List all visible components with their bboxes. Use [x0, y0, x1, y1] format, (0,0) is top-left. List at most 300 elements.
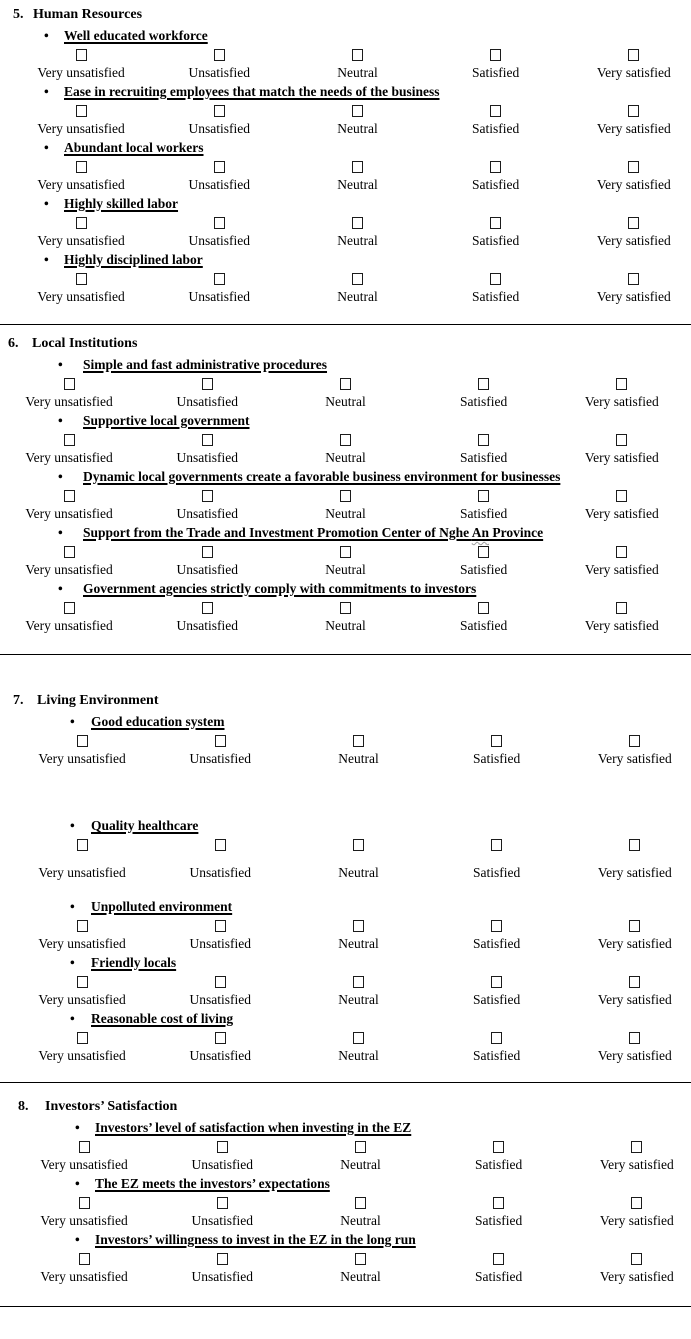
scale-column	[288, 231, 426, 250]
checkbox-neutral[interactable]	[352, 161, 363, 173]
scale-label: Very unsatisfied	[37, 233, 125, 248]
checkbox-neutral[interactable]	[352, 105, 363, 117]
checkbox-very-unsatisfied[interactable]	[64, 490, 75, 502]
scale-column	[288, 175, 426, 194]
questionnaire-item	[0, 897, 691, 953]
bullet-icon: •	[70, 1011, 75, 1026]
scale-column	[289, 1046, 427, 1065]
scale-column	[13, 918, 151, 934]
scale-column	[151, 1030, 289, 1046]
checkbox-satisfied[interactable]	[491, 735, 502, 747]
scale-column	[12, 231, 150, 250]
checkbox-row	[13, 1029, 691, 1046]
section-title: Human Resources	[33, 7, 143, 22]
item-title-text: Support from the Trade and Investment Promotion Center of Nghe	[83, 525, 472, 540]
item-title-text: Abundant local workers	[64, 140, 204, 155]
checkbox-very-satisfied[interactable]	[628, 217, 639, 229]
scale-label: Unsatisfied	[176, 618, 239, 633]
checkbox-very-satisfied[interactable]	[631, 1141, 642, 1153]
scale-label: Neutral	[325, 618, 366, 633]
section-divider	[0, 1306, 691, 1307]
scale-column	[276, 560, 414, 579]
scale-label: Unsatisfied	[189, 992, 252, 1007]
checkbox-satisfied[interactable]	[478, 490, 489, 502]
scale-column	[565, 63, 691, 82]
checkbox-very-unsatisfied[interactable]	[79, 1141, 90, 1153]
checkbox-satisfied[interactable]	[490, 105, 501, 117]
checkbox-unsatisfied[interactable]	[217, 1141, 228, 1153]
checkbox-very-satisfied[interactable]	[628, 273, 639, 285]
scale-label: Satisfied	[473, 865, 521, 880]
scale-column	[291, 1267, 429, 1286]
questionnaire-item	[0, 1118, 691, 1174]
checkbox-satisfied[interactable]	[478, 434, 489, 446]
scale-column	[427, 287, 565, 306]
checkbox-unsatisfied[interactable]	[214, 49, 225, 61]
scale-column	[553, 488, 691, 504]
checkbox-satisfied[interactable]	[491, 1032, 502, 1044]
section-number: 8.	[18, 1099, 29, 1114]
questionnaire-item	[0, 953, 691, 1009]
checkbox-neutral[interactable]	[352, 49, 363, 61]
scale-column	[289, 863, 427, 882]
scale-label: Satisfied	[472, 289, 520, 304]
item-title-text: Investors’ willingness to invest in the EZ in the long run	[95, 1232, 416, 1247]
scale-column	[0, 488, 138, 504]
checkbox-neutral[interactable]	[355, 1141, 366, 1153]
scale-label: Neutral	[338, 992, 379, 1007]
checkbox-row	[12, 102, 691, 119]
checkbox-neutral[interactable]	[353, 976, 364, 988]
checkbox-neutral[interactable]	[352, 273, 363, 285]
scale-column	[565, 119, 691, 138]
scale-label: Unsatisfied	[189, 1048, 252, 1063]
checkbox-neutral[interactable]	[353, 920, 364, 932]
checkbox-satisfied[interactable]	[490, 273, 501, 285]
scale-label-row	[12, 63, 691, 82]
item-title	[83, 523, 543, 543]
bullet-icon: •	[70, 818, 75, 833]
checkbox-very-unsatisfied[interactable]	[76, 105, 87, 117]
item-title	[91, 712, 225, 732]
scale-column	[150, 231, 288, 250]
item-title	[64, 26, 208, 46]
item-title-text: Highly disciplined labor	[64, 252, 203, 267]
checkbox-neutral[interactable]	[340, 490, 351, 502]
scale-column	[13, 733, 151, 749]
checkbox-neutral[interactable]	[353, 839, 364, 851]
scale-column	[151, 1046, 289, 1065]
checkbox-unsatisfied[interactable]	[215, 920, 226, 932]
scale-column	[427, 63, 565, 82]
checkbox-satisfied[interactable]	[493, 1253, 504, 1265]
checkbox-unsatisfied[interactable]	[202, 546, 213, 558]
checkbox-satisfied[interactable]	[478, 546, 489, 558]
checkbox-very-unsatisfied[interactable]	[64, 378, 75, 390]
scale-label: Neutral	[337, 65, 378, 80]
scale-column	[0, 376, 138, 392]
scale-label: Satisfied	[472, 65, 520, 80]
checkbox-very-satisfied[interactable]	[616, 378, 627, 390]
scale-column	[289, 990, 427, 1009]
scale-column	[568, 1267, 691, 1286]
scale-label: Very unsatisfied	[25, 394, 113, 409]
scale-column	[138, 504, 276, 523]
scale-label: Satisfied	[460, 394, 508, 409]
scale-label: Very satisfied	[596, 121, 671, 136]
checkbox-satisfied[interactable]	[493, 1141, 504, 1153]
scale-label: Satisfied	[473, 936, 521, 951]
scale-column	[13, 990, 151, 1009]
checkbox-very-unsatisfied[interactable]	[79, 1253, 90, 1265]
item-title	[64, 138, 204, 158]
section-header	[0, 690, 691, 712]
scale-column	[430, 1251, 568, 1267]
checkbox-very-unsatisfied[interactable]	[76, 217, 87, 229]
checkbox-unsatisfied[interactable]	[215, 1032, 226, 1044]
scale-label: Unsatisfied	[176, 394, 239, 409]
scale-column	[428, 934, 566, 953]
checkbox-very-unsatisfied[interactable]	[77, 839, 88, 851]
checkbox-satisfied[interactable]	[491, 976, 502, 988]
checkbox-satisfied[interactable]	[490, 217, 501, 229]
scale-label: Satisfied	[460, 562, 508, 577]
checkbox-unsatisfied[interactable]	[202, 378, 213, 390]
checkbox-very-satisfied[interactable]	[629, 839, 640, 851]
scale-column	[415, 560, 553, 579]
bullet-icon: •	[70, 899, 75, 914]
scale-column	[289, 733, 427, 749]
scale-column	[288, 287, 426, 306]
checkbox-neutral[interactable]	[355, 1253, 366, 1265]
survey-questionnaire-page	[0, 4, 691, 1307]
checkbox-row	[0, 431, 691, 448]
checkbox-very-unsatisfied[interactable]	[77, 920, 88, 932]
checkbox-very-unsatisfied[interactable]	[76, 49, 87, 61]
checkbox-very-unsatisfied[interactable]	[64, 602, 75, 614]
scale-label: Neutral	[337, 177, 378, 192]
checkbox-satisfied[interactable]	[478, 602, 489, 614]
scale-column	[427, 215, 565, 231]
item-title-row	[0, 250, 691, 270]
scale-label: Satisfied	[460, 506, 508, 521]
checkbox-very-unsatisfied[interactable]	[77, 1032, 88, 1044]
checkbox-neutral[interactable]	[353, 1032, 364, 1044]
scale-column	[428, 837, 566, 853]
scale-label-row	[13, 990, 691, 1009]
scale-column	[565, 271, 691, 287]
scale-column	[565, 231, 691, 250]
scale-column	[415, 392, 553, 411]
scale-column	[0, 504, 138, 523]
scale-label-row	[13, 749, 691, 768]
item-title	[64, 250, 203, 270]
checkbox-satisfied[interactable]	[490, 49, 501, 61]
checkbox-row	[15, 1138, 691, 1155]
scale-column	[566, 990, 691, 1009]
scale-column	[291, 1155, 429, 1174]
scale-column	[289, 934, 427, 953]
scale-label: Very unsatisfied	[38, 865, 126, 880]
section-divider	[0, 1082, 691, 1083]
checkbox-satisfied[interactable]	[478, 378, 489, 390]
checkbox-very-unsatisfied[interactable]	[76, 161, 87, 173]
checkbox-very-unsatisfied[interactable]	[77, 976, 88, 988]
scale-column	[15, 1139, 153, 1155]
scale-column	[566, 918, 691, 934]
checkbox-unsatisfied[interactable]	[214, 105, 225, 117]
scale-column	[276, 392, 414, 411]
item-title-text: Investors’ level of satisfaction when investing in the EZ	[95, 1120, 412, 1135]
checkbox-row	[12, 214, 691, 231]
scale-column	[427, 103, 565, 119]
scale-column	[291, 1195, 429, 1211]
scale-label: Neutral	[325, 562, 366, 577]
checkbox-unsatisfied[interactable]	[217, 1253, 228, 1265]
scale-column	[553, 560, 691, 579]
scale-label: Satisfied	[475, 1157, 523, 1172]
section-title: Living Environment	[37, 693, 159, 708]
item-title-row	[0, 523, 691, 543]
scale-column	[0, 432, 138, 448]
checkbox-very-unsatisfied[interactable]	[77, 735, 88, 747]
item-title-text: Reasonable cost of living	[91, 1011, 234, 1026]
scale-label-row	[0, 560, 691, 579]
scale-label: Satisfied	[475, 1213, 523, 1228]
checkbox-neutral[interactable]	[340, 602, 351, 614]
scale-label: Very unsatisfied	[25, 618, 113, 633]
scale-column	[427, 47, 565, 63]
scale-column	[12, 215, 150, 231]
scale-label-row	[15, 1211, 691, 1230]
item-title-row	[0, 1118, 691, 1138]
scale-column	[288, 119, 426, 138]
scale-label-row	[12, 175, 691, 194]
item-title	[64, 82, 440, 102]
scale-column	[566, 934, 691, 953]
scale-label: Very unsatisfied	[37, 289, 125, 304]
scale-label: Very unsatisfied	[37, 121, 125, 136]
scale-column	[13, 863, 151, 882]
scale-column	[150, 103, 288, 119]
checkbox-neutral[interactable]	[355, 1197, 366, 1209]
bullet-icon: •	[44, 252, 49, 267]
checkbox-satisfied[interactable]	[491, 920, 502, 932]
checkbox-neutral[interactable]	[352, 217, 363, 229]
scale-column	[13, 934, 151, 953]
checkbox-row	[12, 158, 691, 175]
bullet-icon: •	[70, 955, 75, 970]
checkbox-row	[0, 543, 691, 560]
questionnaire-item	[0, 712, 691, 768]
scale-label: Unsatisfied	[188, 121, 251, 136]
item-title-text: Province	[489, 525, 544, 540]
checkbox-row	[15, 1250, 691, 1267]
section-number: 6.	[8, 336, 19, 351]
scale-label: Very satisfied	[599, 1213, 674, 1228]
scale-label: Neutral	[325, 506, 366, 521]
scale-column	[288, 271, 426, 287]
scale-column	[150, 271, 288, 287]
checkbox-very-satisfied[interactable]	[629, 976, 640, 988]
checkbox-very-satisfied[interactable]	[629, 920, 640, 932]
scale-column	[428, 918, 566, 934]
checkbox-very-unsatisfied[interactable]	[64, 546, 75, 558]
scale-column	[153, 1251, 291, 1267]
checkbox-very-satisfied[interactable]	[628, 49, 639, 61]
checkbox-neutral[interactable]	[340, 434, 351, 446]
checkbox-satisfied[interactable]	[491, 839, 502, 851]
checkbox-very-satisfied[interactable]	[628, 105, 639, 117]
scale-label: Very satisfied	[596, 289, 671, 304]
scale-label: Neutral	[340, 1157, 381, 1172]
scale-column	[151, 934, 289, 953]
item-title	[64, 194, 178, 214]
checkbox-neutral[interactable]	[353, 735, 364, 747]
section-number: 5.	[13, 7, 24, 22]
scale-column	[427, 271, 565, 287]
bullet-icon: •	[44, 196, 49, 211]
scale-label: Neutral	[340, 1213, 381, 1228]
scale-column	[430, 1267, 568, 1286]
section-number: 7.	[13, 693, 24, 708]
item-title-text: Highly skilled labor	[64, 196, 179, 211]
scale-column	[553, 392, 691, 411]
scale-column	[138, 488, 276, 504]
scale-column	[276, 600, 414, 616]
checkbox-very-satisfied[interactable]	[628, 161, 639, 173]
scale-column	[553, 376, 691, 392]
checkbox-unsatisfied[interactable]	[202, 490, 213, 502]
scale-label: Neutral	[325, 394, 366, 409]
checkbox-very-satisfied[interactable]	[616, 602, 627, 614]
scale-column	[415, 616, 553, 635]
scale-column	[415, 432, 553, 448]
scale-column	[289, 974, 427, 990]
scale-column	[153, 1195, 291, 1211]
scale-label-row	[0, 616, 691, 635]
checkbox-very-satisfied[interactable]	[616, 434, 627, 446]
section-header	[0, 1096, 691, 1118]
scale-label: Very unsatisfied	[40, 1269, 128, 1284]
checkbox-unsatisfied[interactable]	[214, 161, 225, 173]
checkbox-very-satisfied[interactable]	[631, 1253, 642, 1265]
spellcheck-flagged-word: An	[471, 525, 490, 540]
scale-column	[13, 1030, 151, 1046]
item-title-row	[0, 1230, 691, 1250]
scale-column	[138, 392, 276, 411]
checkbox-satisfied[interactable]	[493, 1197, 504, 1209]
scale-column	[289, 837, 427, 853]
checkbox-unsatisfied[interactable]	[215, 735, 226, 747]
questionnaire-item	[0, 26, 691, 82]
scale-column	[13, 837, 151, 853]
questionnaire-item	[0, 1174, 691, 1230]
scale-label-row	[0, 448, 691, 467]
section-header	[0, 333, 691, 355]
item-title	[95, 1174, 330, 1194]
scale-label: Unsatisfied	[191, 1213, 254, 1228]
scale-label: Unsatisfied	[176, 562, 239, 577]
section-local-institutions	[0, 333, 691, 635]
scale-label: Very satisfied	[584, 506, 659, 521]
scale-column	[568, 1251, 691, 1267]
scale-label: Satisfied	[473, 1048, 521, 1063]
scale-label: Very unsatisfied	[40, 1157, 128, 1172]
checkbox-unsatisfied[interactable]	[214, 273, 225, 285]
questionnaire-item	[0, 411, 691, 467]
scale-label: Unsatisfied	[176, 506, 239, 521]
scale-label: Unsatisfied	[189, 751, 252, 766]
checkbox-very-satisfied[interactable]	[629, 735, 640, 747]
checkbox-unsatisfied[interactable]	[202, 602, 213, 614]
scale-label: Very unsatisfied	[38, 751, 126, 766]
item-title-row	[0, 138, 691, 158]
scale-column	[276, 544, 414, 560]
checkbox-neutral[interactable]	[340, 378, 351, 390]
item-title	[83, 467, 560, 487]
scale-label: Very unsatisfied	[38, 992, 126, 1007]
checkbox-satisfied[interactable]	[490, 161, 501, 173]
scale-column	[553, 504, 691, 523]
questionnaire-item	[0, 82, 691, 138]
checkbox-very-satisfied[interactable]	[629, 1032, 640, 1044]
scale-column	[568, 1155, 691, 1174]
scale-column	[276, 376, 414, 392]
item-title-text: Ease in recruiting employees that match the needs of the business	[64, 84, 440, 99]
scale-label: Satisfied	[475, 1269, 523, 1284]
item-title-row	[0, 82, 691, 102]
checkbox-unsatisfied[interactable]	[214, 217, 225, 229]
scale-column	[288, 159, 426, 175]
checkbox-very-unsatisfied[interactable]	[79, 1197, 90, 1209]
scale-label: Unsatisfied	[191, 1269, 254, 1284]
scale-label: Very unsatisfied	[25, 562, 113, 577]
item-title-text: Well educated workforce	[64, 28, 208, 43]
item-title	[83, 411, 250, 431]
bullet-icon: •	[75, 1232, 80, 1247]
checkbox-very-satisfied[interactable]	[616, 546, 627, 558]
section-divider	[0, 654, 691, 655]
scale-column	[427, 175, 565, 194]
scale-column	[151, 974, 289, 990]
scale-column	[430, 1155, 568, 1174]
scale-column	[12, 119, 150, 138]
checkbox-unsatisfied[interactable]	[215, 976, 226, 988]
scale-column	[150, 47, 288, 63]
checkbox-neutral[interactable]	[340, 546, 351, 558]
scale-label: Neutral	[337, 289, 378, 304]
checkbox-very-satisfied[interactable]	[616, 490, 627, 502]
checkbox-unsatisfied[interactable]	[217, 1197, 228, 1209]
scale-column	[138, 544, 276, 560]
bullet-icon: •	[44, 28, 49, 43]
scale-column	[428, 863, 566, 882]
checkbox-unsatisfied[interactable]	[202, 434, 213, 446]
checkbox-very-unsatisfied[interactable]	[64, 434, 75, 446]
scale-label: Unsatisfied	[188, 289, 251, 304]
scale-column	[568, 1139, 691, 1155]
checkbox-very-satisfied[interactable]	[631, 1197, 642, 1209]
scale-column	[430, 1139, 568, 1155]
scale-label: Neutral	[338, 1048, 379, 1063]
checkbox-unsatisfied[interactable]	[215, 839, 226, 851]
scale-label: Very satisfied	[596, 177, 671, 192]
scale-column	[138, 560, 276, 579]
scale-column	[150, 159, 288, 175]
bullet-icon: •	[75, 1176, 80, 1191]
checkbox-very-unsatisfied[interactable]	[76, 273, 87, 285]
